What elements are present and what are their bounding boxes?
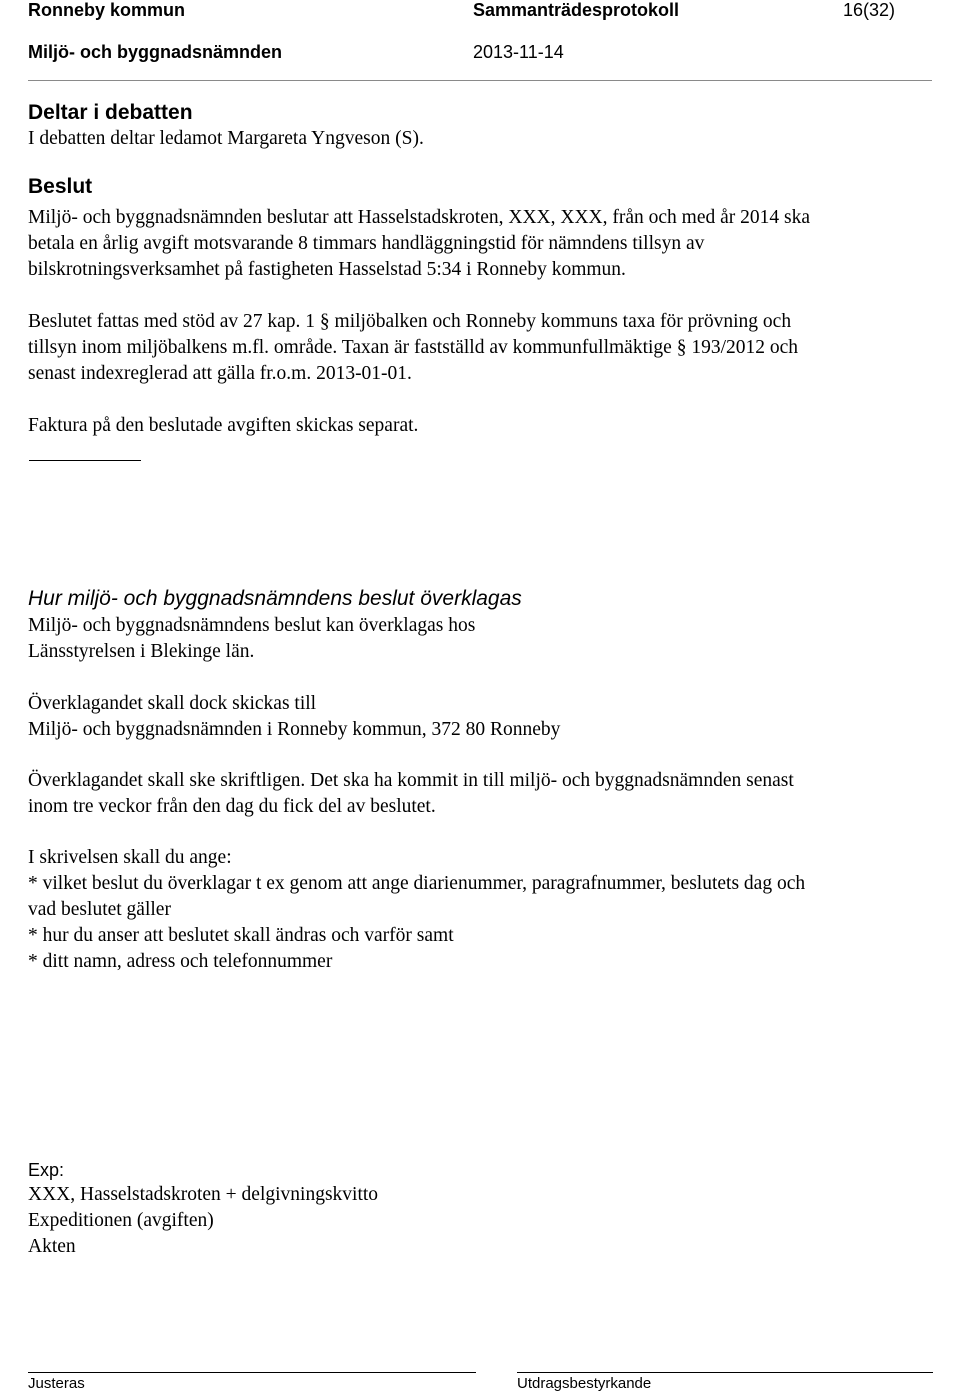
appeal-line: Miljö- och byggnadsnämndens beslut kan överklagas hos <box>28 615 476 636</box>
appeal-line: I skrivelsen skall du ange: <box>28 847 232 868</box>
header-doc-type: Sammanträdesprotokoll <box>473 0 680 20</box>
legal-basis-text: tillsyn inom miljöbalkens m.fl. område. Taxan är fastställd av kommunfullmäktige <box>28 337 672 358</box>
appeal-line: * ditt namn, adress och telefonnummer <box>28 951 333 972</box>
header-municipality: Ronneby kommun <box>28 0 186 20</box>
legal-basis-text: Beslutet fattas med stöd av 27 kap. 1 <box>28 311 316 332</box>
expedition-item: XXX, Hasselstadskroten + delgivningskvitto <box>28 1184 379 1205</box>
appeal-line: * hur du anser att beslutet skall ändras och varför samt <box>28 925 454 946</box>
decision-line: bilskrotningsverksamhet på fastigheten Hasselstad 5:34 i Ronneby kommun. <box>28 259 626 280</box>
appeal-paragraph-3 <box>28 768 933 820</box>
appeal-paragraph-2 <box>28 691 933 743</box>
decision-paragraph-1 <box>28 205 933 283</box>
legal-basis-text: 193/2012 och <box>691 337 799 358</box>
appeal-line: Länsstyrelsen i Blekinge län. <box>28 641 255 662</box>
section-sign: § <box>319 311 330 332</box>
footer-right-rule <box>517 1372 933 1373</box>
header-date: 2013-11-14 <box>473 42 564 62</box>
decision-paragraph-2 <box>28 309 933 387</box>
decision-line: Miljö- och byggnadsnämnden beslutar att Hasselstadskroten, XXX, XXX, från och med år 2014 ska <box>28 207 810 228</box>
appeal-line: Överklagandet skall dock skickas till <box>28 693 317 714</box>
decision-line: betala en årlig avgift motsvarande 8 timmars handläggningstid för nämndens tillsyn av <box>28 233 705 254</box>
decision-line <box>28 335 933 361</box>
expedition-item: Akten <box>28 1236 76 1257</box>
section-divider <box>29 460 141 461</box>
debate-heading: Deltar i debatten <box>28 101 193 124</box>
invoice-note: Faktura på den beslutade avgiften skickas separat. <box>28 415 419 436</box>
appeal-line: vad beslutet gäller <box>28 899 171 920</box>
expedition-list <box>28 1182 933 1260</box>
decision-heading: Beslut <box>28 175 93 198</box>
appeal-paragraph-4 <box>28 845 933 975</box>
section-sign: § <box>676 337 687 358</box>
header-committee: Miljö- och byggnadsnämnden <box>28 42 283 62</box>
appeal-line: inom tre veckor från den dag du fick del av beslutet. <box>28 796 436 817</box>
expedition-label: Exp: <box>28 1160 65 1180</box>
header-divider <box>28 80 932 81</box>
footer-justeras-label: Justeras <box>28 1375 85 1392</box>
appeal-line: Miljö- och byggnadsnämnden i Ronneby kommun, 372 80 Ronneby <box>28 719 561 740</box>
header-page-number: 16(32) <box>843 0 896 20</box>
appeal-heading: Hur miljö- och byggnadsnämndens beslut överklagas <box>28 587 522 610</box>
legal-basis-text: miljöbalken och Ronneby kommuns taxa för prövning och <box>334 311 792 332</box>
footer-left-rule <box>28 1372 476 1373</box>
appeal-line: * vilket beslut du överklagar t ex genom att ange diarienummer, paragrafnummer, beslutets dag och <box>28 873 806 894</box>
debate-text: I debatten deltar ledamot Margareta Yngveson (S). <box>28 128 424 149</box>
footer-utdragsbestyrkande-label: Utdragsbestyrkande <box>517 1375 652 1392</box>
decision-line <box>28 309 933 335</box>
decision-line: senast indexreglerad att gälla fr.o.m. 2013-01-01. <box>28 363 412 384</box>
expedition-item: Expeditionen (avgiften) <box>28 1210 214 1231</box>
appeal-line: Överklagandet skall ske skriftligen. Det ska ha kommit in till miljö- och byggnadsnämnden senast <box>28 770 794 791</box>
appeal-paragraph-1 <box>28 613 933 665</box>
